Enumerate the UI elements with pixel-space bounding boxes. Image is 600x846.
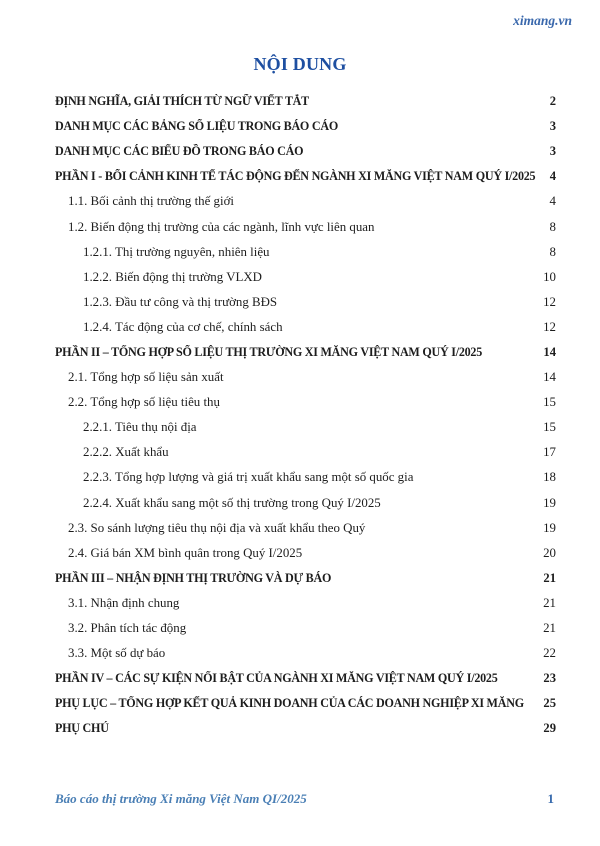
toc-entry-page: 15	[543, 420, 556, 435]
toc-entry-label: 2.1. Tổng hợp số liệu sản xuất	[68, 370, 224, 385]
toc-entry[interactable]	[55, 666, 556, 691]
toc-entry-page: 23	[543, 671, 556, 686]
toc-entry[interactable]	[55, 164, 556, 189]
toc-entry[interactable]	[55, 365, 556, 390]
toc-entry-label: 1.1. Bối cảnh thị trường thế giới	[68, 194, 234, 209]
toc-entry-page: 21	[543, 570, 556, 585]
toc-entry-label: DANH MỤC CÁC BIỂU ĐỒ TRONG BÁO CÁO	[55, 144, 304, 159]
toc-entry-page: 25	[543, 696, 556, 711]
toc-entry[interactable]	[55, 214, 556, 239]
toc-entry-label: DANH MỤC CÁC BẢNG SỐ LIỆU TRONG BÁO CÁO	[55, 119, 338, 134]
toc-entry-label: 2.2.3. Tổng hợp lượng và giá trị xuất khẩu sang một số quốc gia	[83, 470, 414, 485]
toc-entry-page: 8	[549, 244, 556, 259]
toc-entry-page: 21	[543, 621, 556, 636]
toc-entry-page: 12	[543, 319, 556, 334]
toc-entry[interactable]	[55, 516, 556, 541]
toc-entry-page: 14	[543, 370, 556, 385]
toc-entry-page: 14	[543, 344, 556, 359]
toc-entry-label: 2.2. Tổng hợp số liệu tiêu thụ	[68, 395, 220, 410]
page-footer	[55, 791, 554, 807]
toc-entry-page: 12	[543, 294, 556, 309]
toc-entry-label: 2.2.4. Xuất khẩu sang một số thị trường trong Quý I/2025	[83, 495, 381, 510]
toc-entry-label: 1.2.2. Biến động thị trường VLXD	[83, 269, 262, 284]
toc-entry-page: 22	[543, 646, 556, 661]
footer-page-number: 1	[547, 791, 554, 806]
toc-entry-label: 2.2.2. Xuất khẩu	[83, 445, 169, 460]
toc-entry-page: 29	[543, 721, 556, 736]
toc-entry[interactable]	[55, 415, 556, 440]
toc-entry[interactable]	[55, 290, 556, 315]
toc-entry-label: 2.2.1. Tiêu thụ nội địa	[83, 420, 197, 435]
toc-entry[interactable]	[55, 566, 556, 591]
toc-entry[interactable]	[55, 265, 556, 290]
toc-entry-page: 3	[549, 119, 556, 134]
toc-entry-label: 1.2. Biến động thị trường của các ngành, lĩnh vực liên quan	[68, 219, 375, 234]
toc-entry-label: 3.1. Nhận định chung	[68, 595, 180, 610]
toc-entry[interactable]	[55, 139, 556, 164]
toc-entry-label: PHẦN IV – CÁC SỰ KIỆN NỔI BẬT CỦA NGÀNH XI MĂNG VIỆT NAM QUÝ I/2025	[55, 671, 498, 686]
toc-entry-page: 19	[543, 495, 556, 510]
toc-entry-label: 2.3. So sánh lượng tiêu thụ nội địa và xuất khẩu theo Quý	[68, 520, 366, 535]
toc-entry-page: 3	[549, 144, 556, 159]
toc-entry[interactable]	[55, 315, 556, 340]
toc-entry-page: 4	[549, 194, 556, 209]
toc-entry-label: 1.2.1. Thị trường nguyên, nhiên liệu	[83, 244, 270, 259]
toc-entry-page: 8	[549, 219, 556, 234]
toc-entry-page: 2	[549, 94, 556, 109]
toc-entry-page: 4	[549, 169, 556, 184]
toc-entry[interactable]	[55, 591, 556, 616]
toc-entry-label: PHỤ CHÚ	[55, 721, 109, 736]
site-link[interactable]: ximang.vn	[513, 13, 572, 28]
toc-entry[interactable]	[55, 114, 556, 139]
toc-entry-page: 15	[543, 395, 556, 410]
toc-entry[interactable]	[55, 616, 556, 641]
toc-entry-label: 2.4. Giá bán XM bình quân trong Quý I/2025	[68, 545, 303, 560]
toc-entry[interactable]	[55, 641, 556, 666]
toc-entry-label: PHẦN II – TỔNG HỢP SỐ LIỆU THỊ TRƯỜNG XI MĂNG VIỆT NAM QUÝ I/2025	[55, 344, 483, 359]
toc-entry[interactable]	[55, 491, 556, 516]
page-title: NỘI DUNG	[253, 54, 347, 74]
toc-entry-page: 20	[543, 545, 556, 560]
toc-entry-page: 19	[543, 520, 556, 535]
toc-entry-label: 1.2.4. Tác động của cơ chế, chính sách	[83, 319, 283, 334]
toc-entry[interactable]	[55, 340, 556, 365]
toc-entry[interactable]	[55, 465, 556, 490]
toc-entry-label: PHẦN I - BỐI CẢNH KINH TẾ TÁC ĐỘNG ĐẾN NGÀNH XI MĂNG VIỆT NAM QUÝ I/2025	[55, 169, 536, 184]
toc-entry-label: ĐỊNH NGHĨA, GIẢI THÍCH TỪ NGỮ VIẾT TẮT	[55, 94, 309, 109]
toc-entry[interactable]	[55, 240, 556, 265]
toc-entry-page: 10	[543, 269, 556, 284]
toc-entry[interactable]	[55, 390, 556, 415]
footer-report-title: Báo cáo thị trường Xi măng Việt Nam QI/2025	[55, 791, 307, 806]
toc-entry-label: PHỤ LỤC – TỔNG HỢP KẾT QUẢ KINH DOANH CỦA CÁC DOANH NGHIỆP XI MĂNG	[55, 696, 524, 711]
toc-entry[interactable]	[55, 89, 556, 114]
toc-entry[interactable]	[55, 691, 556, 716]
toc-list	[55, 89, 556, 741]
toc-entry[interactable]	[55, 189, 556, 214]
toc-entry-label: 1.2.3. Đầu tư công và thị trường BĐS	[83, 294, 278, 309]
toc-entry-label: PHẦN III – NHẬN ĐỊNH THỊ TRƯỜNG VÀ DỰ BÁO	[55, 570, 332, 585]
toc-entry[interactable]	[55, 541, 556, 566]
toc-entry[interactable]	[55, 440, 556, 465]
toc-entry-page: 21	[543, 595, 556, 610]
toc-entry-page: 17	[543, 445, 556, 460]
toc-entry-page: 18	[543, 470, 556, 485]
toc-entry-label: 3.2. Phân tích tác động	[68, 621, 187, 636]
toc-entry[interactable]	[55, 716, 556, 741]
toc-entry-label: 3.3. Một số dự báo	[68, 646, 166, 661]
